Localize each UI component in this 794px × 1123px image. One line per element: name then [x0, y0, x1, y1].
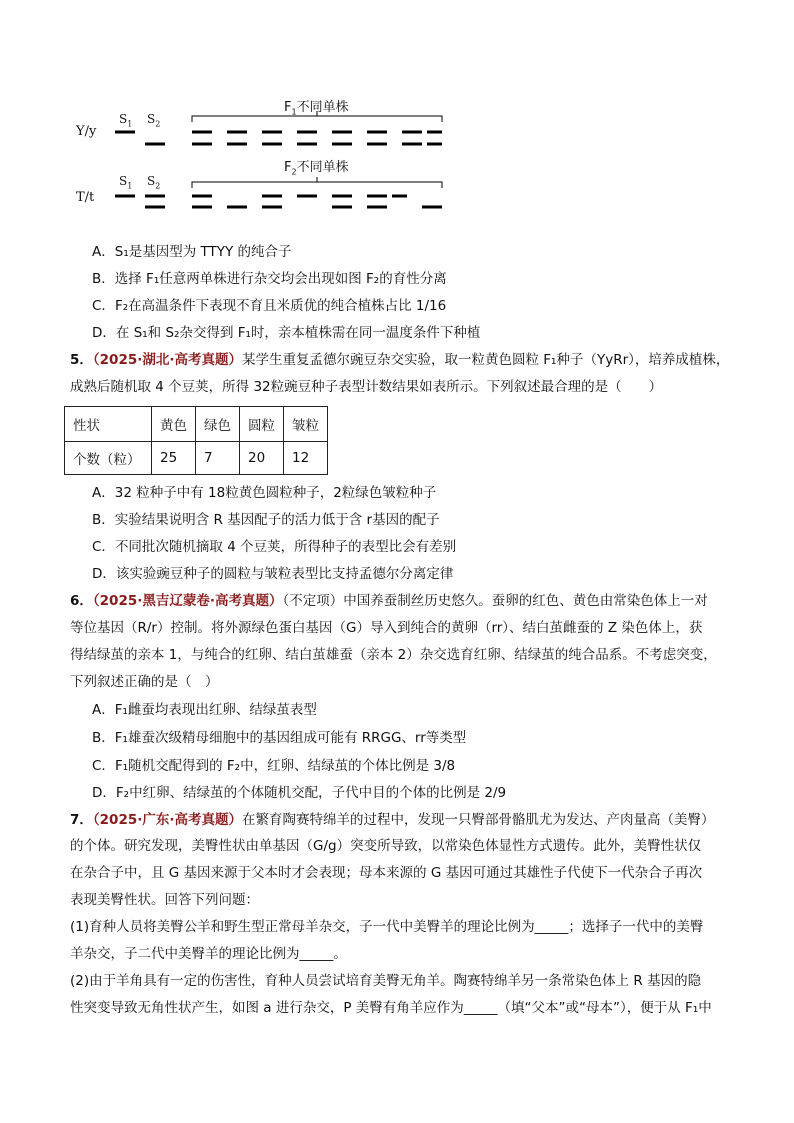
q7-stem-line-4: 表现美臀性状。回答下列问题： [70, 892, 259, 908]
q7-sub1-line-2: 羊杂交，子二代中美臀羊的理论比例为_____。 [70, 946, 347, 962]
table-cell: 圆粒 [240, 407, 284, 442]
q7-number: 7． [70, 812, 93, 828]
q5-number: 5． [70, 352, 93, 368]
q4-option-a[interactable]: A．S₁是基因型为 TTYY 的纯合子 [92, 244, 292, 260]
q6-option-a[interactable]: A．F₁雌蚕均表现出红卵、结绿茧表型 [92, 702, 317, 718]
q4-option-b[interactable]: B．选择 F₁任意两单株进行杂交均会出现如图 F₂的育性分离 [92, 271, 447, 287]
q6-stem-line-4: 下列叙述正确的是（ ） [70, 674, 219, 690]
q7-stem-line-3: 在杂合子中，且 G 基因来源于父本时才会表现；母本来源的 G 基因可通过其雄性子代使下一代杂合子再次 [70, 865, 703, 881]
q5-option-b[interactable]: B．实验结果说明含 R 基因配子的活力低于含 r基因的配子 [92, 512, 440, 528]
table-header-row [65, 407, 328, 442]
q7-source: （2025·广东·高考真题） [92, 812, 242, 828]
table-cell: 25 [152, 442, 196, 475]
q5-source: （2025·湖北·高考真题） [92, 352, 242, 368]
f2-caption: $F_2$不同单株 [284, 160, 349, 177]
q7-sub2-line-2: 性突变导致无角性状产生，如图 a 进行杂交，P 美臀有角羊应作为_____（填“父本”或“母本”），便于从 F₁中 [70, 1000, 712, 1016]
q7-stem-line-2: 的个体。研究发现，美臀性状由单基因（G/g）突变所导致，以常染色体显性方式遗传。此外，美臀性状仅 [70, 838, 702, 854]
q6-number: 6． [70, 593, 93, 609]
q7-sub2-line-1: (2)由于羊角具有一定的伤害性，育种人员尝试培育美臀无角羊。陶赛特绵羊另一条常染色体上 R 基因的隐 [70, 973, 702, 989]
f1-caption: $F_1$不同单株 [284, 100, 349, 117]
table-cell: 皱粒 [284, 407, 328, 442]
s2-label: $S_2$ [147, 112, 161, 129]
q5-option-c[interactable]: C．不同批次随机摘取 4 个豆荚，所得种子的表型比会有差别 [92, 539, 457, 555]
s1-label: $S_1$ [119, 112, 133, 129]
q5-stem-line-1: 5．（2025·湖北·高考真题）某学生重复孟德尔豌豆杂交实验，取一粒黄色圆粒 F₁种子（YyRr），培养成植株， [70, 352, 730, 368]
genotype-figure [70, 92, 460, 222]
q6-option-b[interactable]: B．F₁雄蚕次级精母细胞中的基因组成可能有 RRGG、rr等类型 [92, 730, 467, 746]
q6-option-d[interactable]: D．F₂中红卵、结绿茧的个体随机交配，子代中目的个体的比例是 2/9 [92, 785, 507, 801]
q6-stem-line-3: 得结绿茧的亲本 1，与纯合的红卵、结白茧雄蚕（亲本 2）杂交选育红卵、结绿茧的纯合品系。不考虑突变， [70, 647, 717, 663]
s1-label: $S_1$ [119, 174, 133, 191]
q5-option-d[interactable]: D．该实验豌豆种子的圆粒与皱粒表型比支持孟德尔分离定律 [92, 566, 454, 582]
q5-stem-line-2: 成熟后随机取 4 个豆荚，所得 32粒豌豆种子表型计数结果如表所示。下列叙述最合理的是（ ） [70, 379, 663, 395]
table-row [65, 442, 328, 475]
s2-label: $S_2$ [147, 174, 161, 191]
table-cell: 绿色 [196, 407, 240, 442]
table-cell: 个数（粒） [65, 442, 152, 475]
table-cell: 性状 [65, 407, 152, 442]
row-label-yy: Y/y [76, 124, 97, 139]
table-cell: 12 [284, 442, 328, 475]
q7-stem-line-1: 7．（2025·广东·高考真题）在繁育陶赛特绵羊的过程中，发现一只臀部骨骼肌尤为发达、产肉量高（美臀） [70, 812, 715, 828]
q6-source: （2025·黑吉辽蒙卷·高考真题） [92, 593, 283, 609]
q7-sub1-line-1: (1)育种人员将美臀公羊和野生型正常母羊杂交，子一代中美臀羊的理论比例为_____；选择子一代中的美臀 [70, 919, 704, 935]
table-cell: 20 [240, 442, 284, 475]
q6-option-c[interactable]: C．F₁随机交配得到的 F₂中，红卵、结绿茧的个体比例是 3/8 [92, 758, 456, 774]
q4-option-d[interactable]: D．在 S₁和 S₂杂交得到 F₁时，亲本植株需在同一温度条件下种植 [92, 325, 481, 341]
q6-stem-line-1: 6．（2025·黑吉辽蒙卷·高考真题）（不定项）中国养蚕制丝历史悠久。蚕卵的红色、黄色由常染色体上一对 [70, 593, 708, 609]
q4-option-c[interactable]: C．F₂在高温条件下表现不育且米质优的纯合植株占比 1/16 [92, 298, 447, 314]
table-cell: 黄色 [152, 407, 196, 442]
q6-stem-line-2: 等位基因（R/r）控制。将外源绿色蛋白基因（G）导入到纯合的黄卵（rr）、结白茧雌蚕的 Z 染色体上，获 [70, 620, 703, 636]
q5-data-table [64, 406, 328, 475]
row-label-tt: T/t [76, 190, 95, 205]
q5-option-a[interactable]: A．32 粒种子中有 18粒黄色圆粒种子，2粒绿色皱粒种子 [92, 485, 437, 501]
table-cell: 7 [196, 442, 240, 475]
